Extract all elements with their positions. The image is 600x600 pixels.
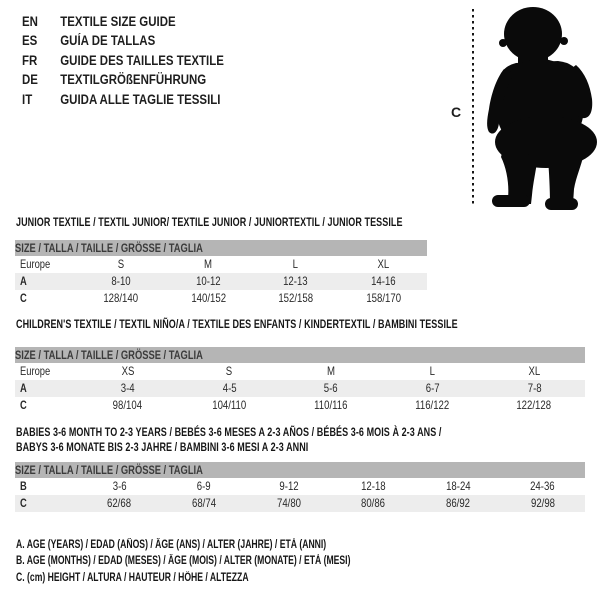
table-cell: 86/92 bbox=[445, 496, 470, 510]
table-cell: L bbox=[293, 257, 299, 271]
table-title-line: BABIES 3-6 MONTH TO 2-3 YEARS / BEBÉS 3-6 MESES A 2-3 AÑOS / BÉBÉS 3-6 MOIS À 2-3 ANS / bbox=[16, 425, 442, 439]
table-row bbox=[15, 495, 585, 512]
table-row bbox=[15, 397, 585, 414]
table-row bbox=[15, 363, 585, 380]
table-cell: XL bbox=[377, 257, 390, 271]
table-row bbox=[15, 290, 427, 307]
table-cell: 104/110 bbox=[212, 398, 247, 412]
table-cell: 116/122 bbox=[415, 398, 450, 412]
table-row bbox=[15, 256, 427, 273]
table-cell: 152/158 bbox=[278, 291, 314, 305]
size-header-bar: SIZE / TALLA / TAILLE / GRÖSSE / TAGLIA bbox=[15, 462, 585, 478]
size-header-bar: SIZE / TALLA / TAILLE / GRÖSSE / TAGLIA bbox=[15, 347, 585, 363]
language-row-en bbox=[22, 12, 224, 31]
table-cell: 18-24 bbox=[445, 479, 471, 493]
language-label: GUIDA ALLE TAGLIE TESSILI bbox=[60, 91, 221, 107]
language-label: TEXTILGRÖßENFÜHRUNG bbox=[60, 72, 207, 88]
language-code: IT bbox=[22, 91, 33, 107]
table-title-line: JUNIOR TEXTILE / TEXTIL JUNIOR/ TEXTILE JUNIOR / JUNIORTEXTIL / JUNIOR TESSILE bbox=[16, 215, 403, 229]
language-label: TEXTILE SIZE GUIDE bbox=[60, 14, 176, 29]
row-label: C bbox=[20, 496, 27, 510]
language-code: EN bbox=[22, 14, 38, 29]
table-cell: 98/104 bbox=[113, 398, 143, 412]
height-dashed-line bbox=[472, 9, 474, 206]
baby-silhouette-icon bbox=[486, 5, 600, 211]
table-cell: 62/68 bbox=[107, 496, 132, 510]
table-cell: 92/98 bbox=[530, 496, 555, 510]
table-cell: 14-16 bbox=[370, 274, 396, 288]
table-cell: XS bbox=[121, 364, 135, 378]
row-label: A bbox=[20, 381, 27, 395]
children-table-title bbox=[16, 317, 600, 332]
language-row-es bbox=[22, 31, 224, 50]
row-label: B bbox=[20, 479, 27, 493]
language-list bbox=[22, 12, 260, 109]
row-label: A bbox=[20, 274, 27, 288]
row-label: Europe bbox=[20, 364, 51, 378]
table-cell: 3-4 bbox=[120, 381, 135, 395]
table-cell: 12-13 bbox=[283, 274, 309, 288]
language-row-it bbox=[22, 90, 224, 109]
table-cell: S bbox=[226, 364, 233, 378]
babies-table-title bbox=[16, 425, 583, 455]
table-cell: 140/152 bbox=[190, 291, 226, 305]
language-code: ES bbox=[22, 33, 38, 49]
row-label: C bbox=[20, 398, 27, 412]
table-cell: 10-12 bbox=[195, 274, 221, 288]
junior-table-title bbox=[16, 215, 531, 230]
table-row bbox=[15, 478, 585, 495]
row-label: C bbox=[20, 291, 27, 305]
legend-line-c: C. (cm) HEIGHT / ALTURA / HAUTEUR / HÖHE / ALTEZZA bbox=[16, 571, 249, 584]
language-code: FR bbox=[22, 52, 38, 68]
language-code: DE bbox=[22, 72, 38, 88]
table-row bbox=[15, 380, 585, 397]
language-label: GUIDE DES TAILLES TEXTILE bbox=[60, 52, 224, 68]
table-cell: 122/128 bbox=[516, 398, 552, 412]
table-cell: 9-12 bbox=[279, 479, 299, 493]
table-cell: 6-7 bbox=[425, 381, 440, 395]
table-cell: 158/170 bbox=[365, 291, 401, 305]
table-cell: XL bbox=[528, 364, 541, 378]
language-row-fr bbox=[22, 51, 224, 70]
size-header-bar: SIZE / TALLA / TAILLE / GRÖSSE / TAGLIA bbox=[15, 240, 427, 256]
children-size-table bbox=[15, 347, 585, 414]
table-cell: S bbox=[117, 257, 124, 271]
table-cell: M bbox=[326, 364, 335, 378]
babies-size-table bbox=[15, 462, 585, 512]
table-cell: M bbox=[204, 257, 213, 271]
language-row-de bbox=[22, 70, 224, 89]
row-label: Europe bbox=[20, 257, 51, 271]
height-marker-label: C bbox=[451, 104, 462, 120]
measurement-legend bbox=[16, 537, 462, 586]
table-cell: 80/86 bbox=[361, 496, 386, 510]
table-cell: 6-9 bbox=[197, 479, 211, 493]
table-cell: 8-10 bbox=[111, 274, 131, 288]
table-cell: 7-8 bbox=[527, 381, 542, 395]
legend-line-b: B. AGE (MONTHS) / EDAD (MESES) / ÂGE (MOIS) / ALTER (MONATE) / ETÀ (MESI) bbox=[16, 555, 351, 568]
table-title-line: CHILDREN'S TEXTILE / TEXTIL NIÑO/A / TEXTILE DES ENFANTS / KINDERTEXTIL / BAMBINI TESSILE bbox=[16, 317, 458, 331]
junior-size-table bbox=[15, 240, 427, 307]
table-cell: 68/74 bbox=[191, 496, 216, 510]
table-cell: 74/80 bbox=[276, 496, 301, 510]
table-row bbox=[15, 273, 427, 290]
table-title-line: BABYS 3-6 MONATE BIS 2-3 JAHRE / BAMBINI 3-6 MESI A 2-3 ANNI bbox=[16, 440, 309, 454]
table-cell: 4-5 bbox=[222, 381, 237, 395]
table-cell: 128/140 bbox=[103, 291, 139, 305]
table-cell: 3-6 bbox=[112, 479, 127, 493]
table-cell: 110/116 bbox=[314, 398, 348, 412]
table-cell: 12-18 bbox=[361, 479, 386, 493]
table-cell: 5-6 bbox=[324, 381, 338, 395]
language-label: GUÍA DE TALLAS bbox=[60, 33, 156, 49]
table-cell: 24-36 bbox=[530, 479, 555, 493]
table-cell: L bbox=[429, 364, 436, 378]
legend-line-a: A. AGE (YEARS) / EDAD (AÑOS) / ÂGE (ANS) / ALTER (JAHRE) / ETÀ (ANNI) bbox=[16, 539, 327, 551]
